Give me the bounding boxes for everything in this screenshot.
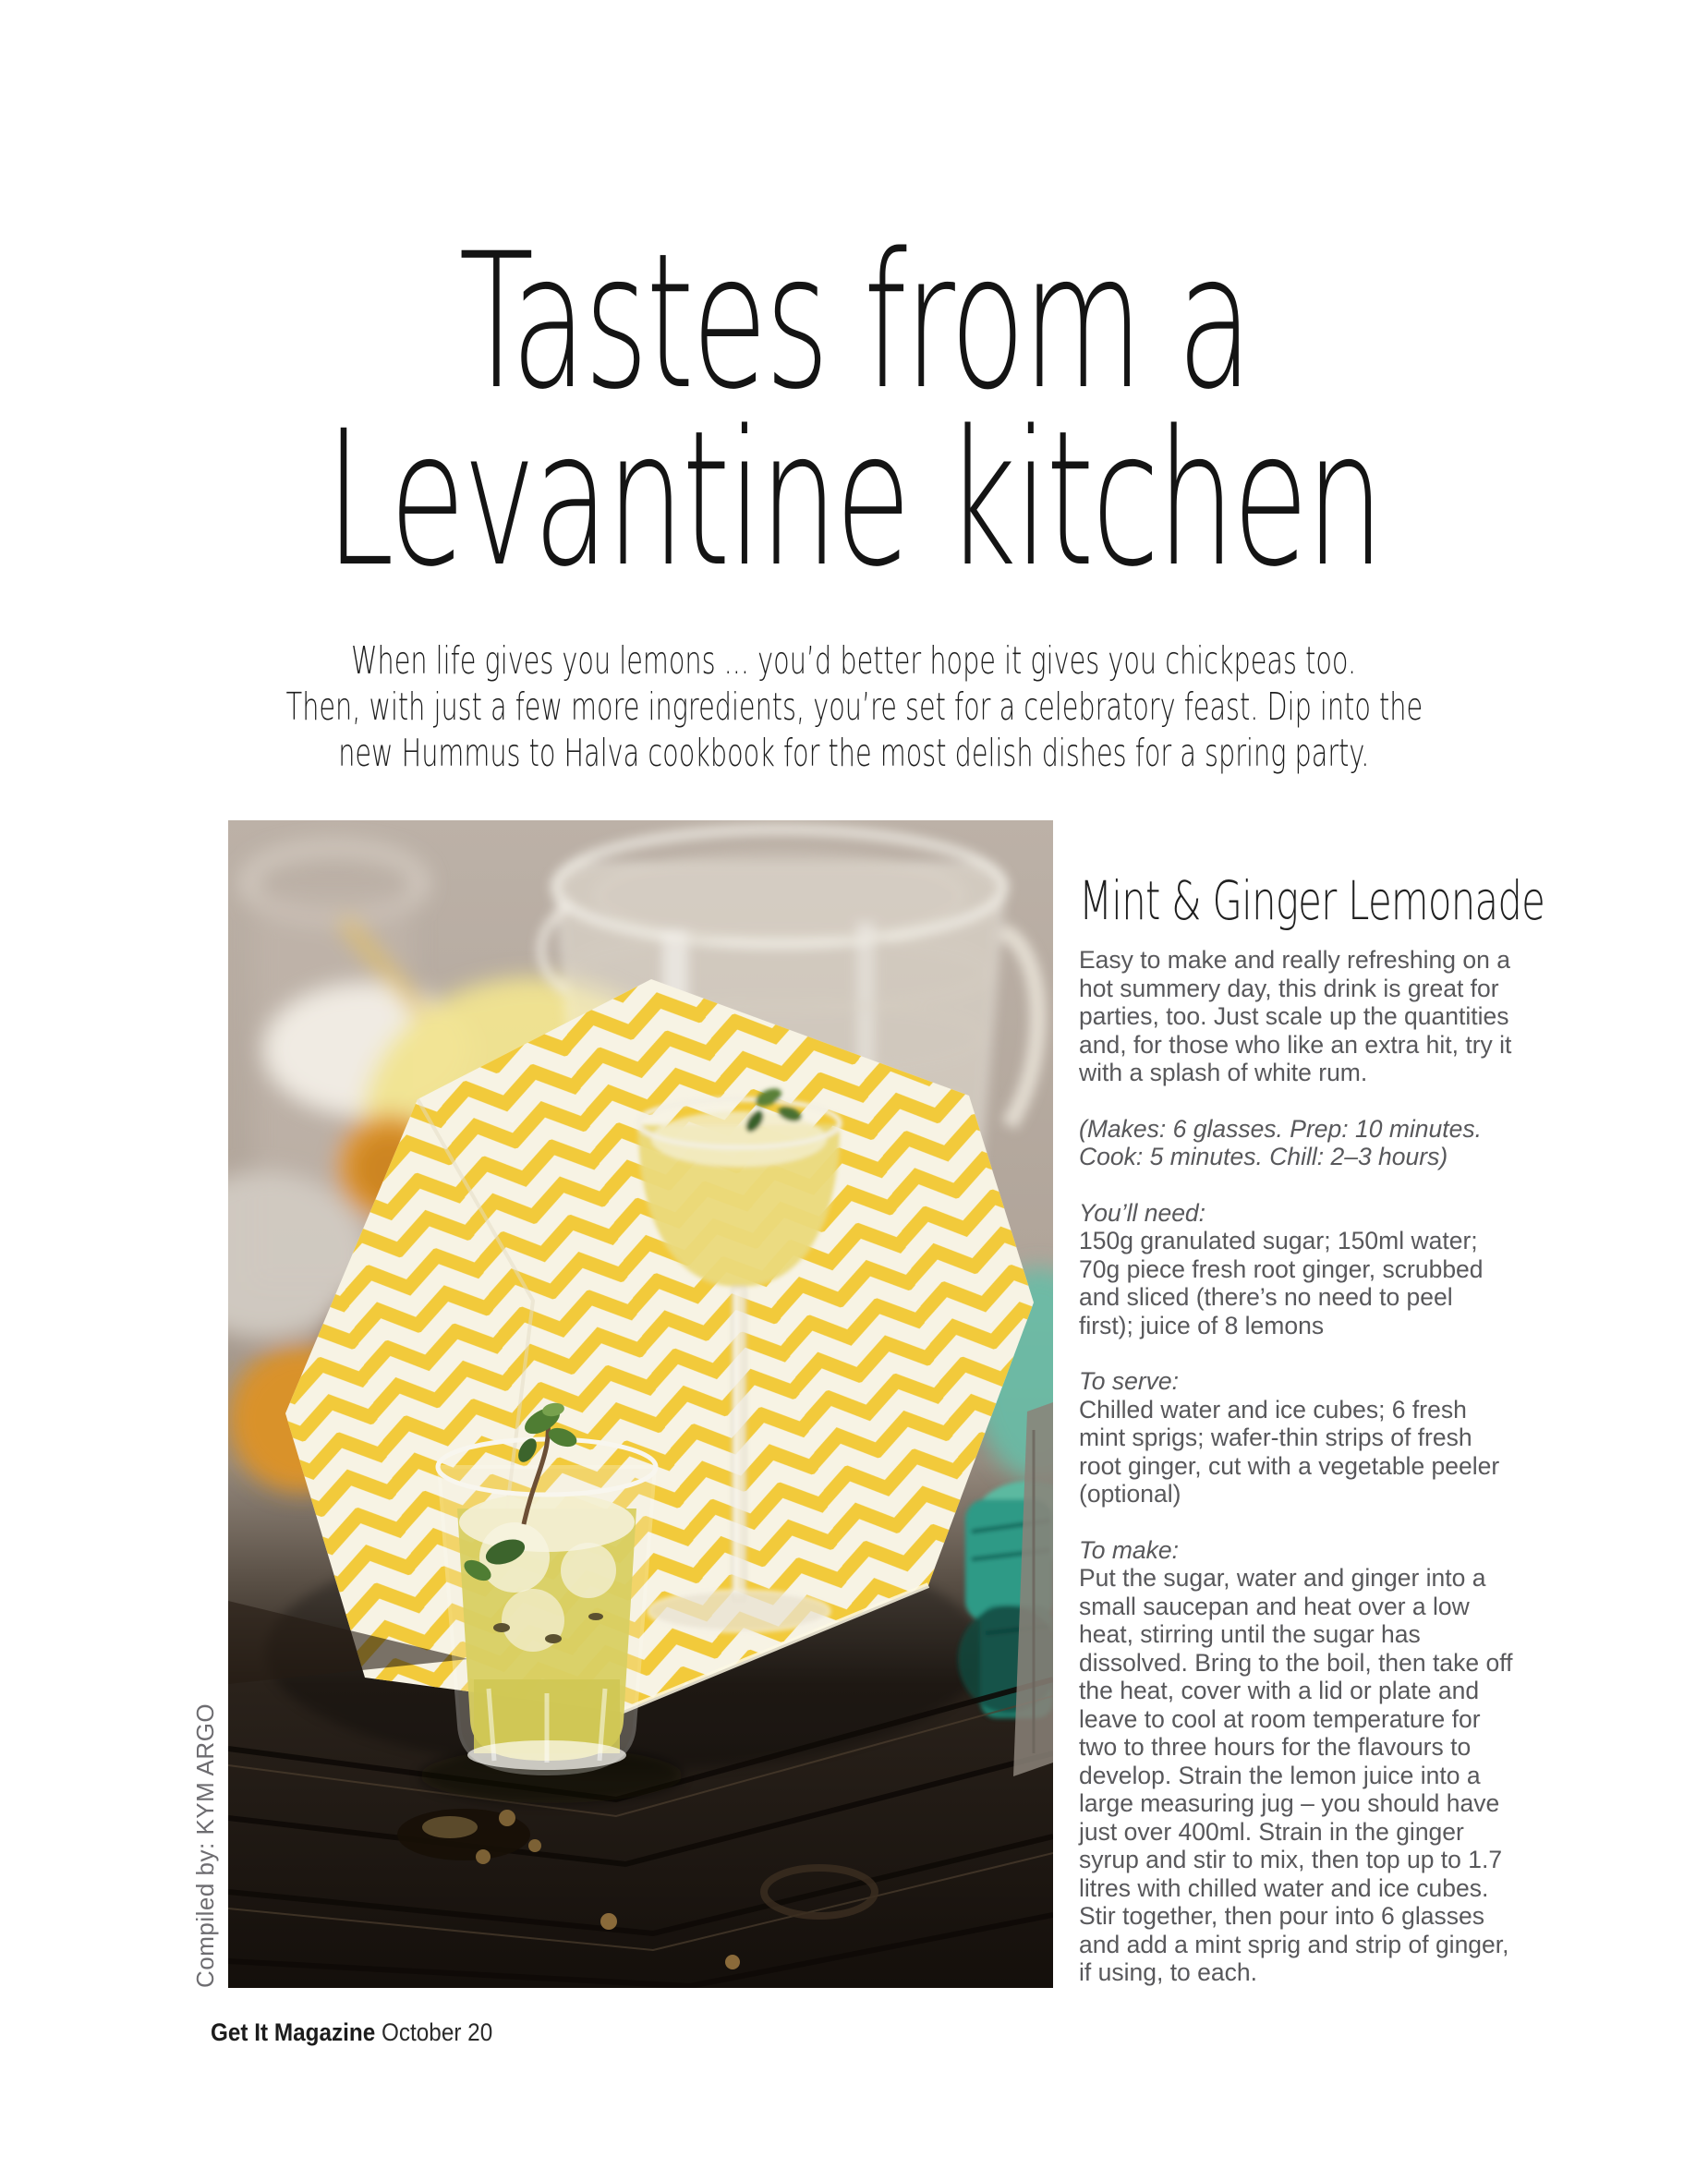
issue-date: October 20 — [381, 2018, 493, 2046]
standfirst-line-2: Then, with just a few more ingredients, you’re set for a celebratory feast. Dip into the — [285, 685, 1423, 729]
magazine-name: Get It Magazine — [211, 2018, 376, 2046]
recipe-make-text: Put the sugar, water and ginger into a small saucepan and heat over a low heat, stirring until the sugar has dissolved. Bring to the boil, then take off the heat, cover with a lid or plate and leave to cool at room temperature for two to three hours for the flavours to develop. Strain the lemon juice into a large measuring jug – you should have just over 400ml. Strain in the ginger syrup and stir to mix, then top up to 1.7 litres with chilled water and ice cubes. Stir together, then pour into 6 glasses and add a mint sprig and strip of ginger, if using, to each. — [1079, 1564, 1513, 1986]
recipe-heading: Mint & Ginger Lemonade — [1079, 869, 1545, 932]
standfirst-line-1: When life gives you lemons ... you’d better hope it gives you chickpeas too. — [351, 638, 1357, 683]
lemonade-photo-illustration — [228, 820, 1053, 1988]
recipe-need-text: 150g granulated sugar; 150ml water; 70g piece fresh root ginger, scrubbed and sliced (there’s no need to peel first); juice of 8 lemons — [1079, 1227, 1484, 1339]
recipe-serve-label: To serve: — [1079, 1367, 1180, 1395]
lemonade-photo — [228, 820, 1053, 1988]
ice-cube — [561, 1543, 616, 1598]
recipe-serve-text: Chilled water and ice cubes; 6 fresh mint sprigs; wafer-thin strips of fresh root ginger, cut with a vegetable peeler (optional) — [1079, 1395, 1500, 1508]
page-title-text-1: Tastes from a — [458, 212, 1250, 430]
photo-credit: Compiled by: KYM ARGO — [191, 1702, 219, 1988]
page-title-line-2 — [0, 390, 1708, 608]
recipe-column — [1079, 869, 1545, 2015]
recipe-make-label: To make: — [1079, 1535, 1180, 1564]
page-footer — [211, 2018, 492, 2047]
page-title-text-2: Levantine kitchen — [325, 390, 1383, 608]
recipe-need-label: You’ll need: — [1079, 1198, 1206, 1227]
page-title — [0, 212, 1708, 608]
wine-glass-foot — [648, 1591, 830, 1631]
page-title-line-1 — [0, 212, 1708, 430]
recipe-intro: Easy to make and really refreshing on a hot summery day, this drink is great for parties, too. Just scale up the quantities and, for those who like an extra hit, try it with a splash of white rum. — [1079, 946, 1512, 1086]
standfirst — [0, 637, 1708, 776]
recipe-meta: (Makes: 6 glasses. Prep: 10 minutes. Cook: 5 minutes. Chill: 2–3 hours) — [1079, 1114, 1482, 1170]
standfirst-line-3: new Hummus to Halva cookbook for the most delish dishes for a spring party. — [338, 731, 1370, 775]
